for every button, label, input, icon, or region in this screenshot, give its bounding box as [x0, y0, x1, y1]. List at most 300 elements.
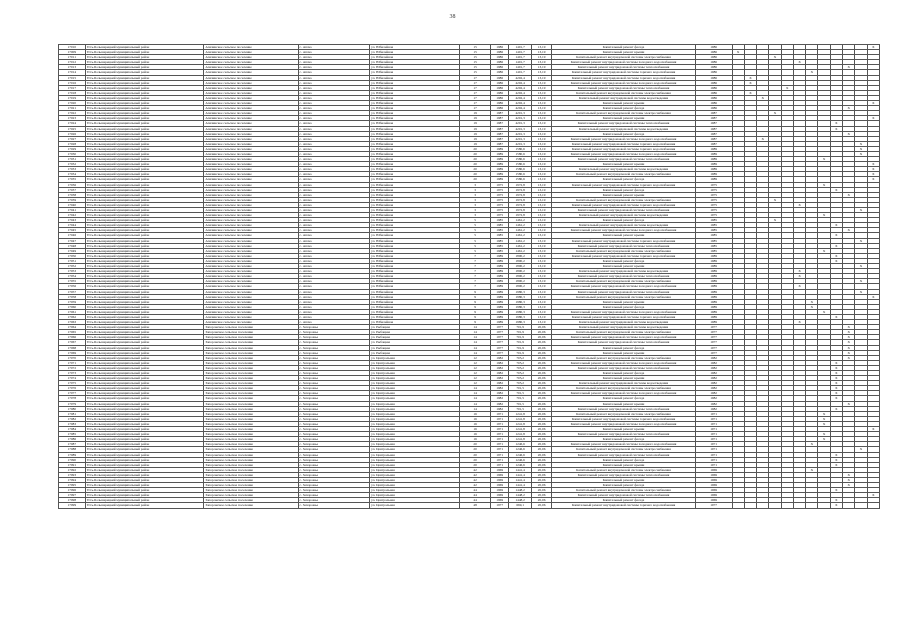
cell-locality: с. Запорожье [298, 498, 370, 503]
cell-area: 4202,4 [509, 95, 532, 100]
cell-tariff: 20,06 [531, 350, 551, 355]
cell-locality: с. Запорожье [298, 421, 370, 426]
cell-row-id: 17060 [59, 304, 86, 309]
cell-street: ул. Центральная [370, 432, 460, 437]
cell-settlement: Апачинское сельское поселение [204, 218, 298, 223]
cell-work-type: Капитальный ремонт крыши [552, 101, 695, 106]
cell-year-mark [757, 503, 769, 508]
cell-row-id: 17065 [59, 330, 86, 335]
cell-house-number: 42 [460, 483, 491, 488]
cell-year-mark [732, 503, 744, 508]
cell-municipal-district: Усть-Большерецкий муниципальный район [85, 467, 204, 472]
cell-row-id: 17096 [59, 488, 86, 493]
cell-street: ул. Центральная [370, 365, 460, 370]
cell-area: 701,9 [509, 340, 532, 345]
cell-street: ул. Центральная [370, 467, 460, 472]
cell-work-type: Капитальный ремонт крыши [552, 264, 695, 269]
cell-work-type: Капитальный ремонт внутридомовой системы теплоснабжения [552, 472, 695, 477]
cell-tariff: 13,19 [531, 284, 551, 289]
cell-area: 1980,3 [509, 314, 532, 319]
cell-build-year: 1989 [490, 299, 508, 304]
cell-build-year: 1982 [490, 371, 508, 376]
cell-municipal-district: Усть-Большерецкий муниципальный район [85, 421, 204, 426]
cell-year-commissioned: 1989 [695, 264, 732, 269]
cell-area: 4201,3 [509, 121, 532, 126]
cell-municipal-district: Усть-Большерецкий муниципальный район [85, 340, 204, 345]
cell-house-number: 9 [460, 304, 491, 309]
cell-row-id: 17034 [59, 172, 86, 177]
cell-year-commissioned: 1986 [695, 70, 732, 75]
cell-street: ул. Юбилейная [370, 177, 460, 182]
cell-locality: с. Запорожье [298, 442, 370, 447]
cell-locality: с. Апача [298, 167, 370, 172]
cell-tariff: 20,06 [531, 503, 551, 508]
cell-house-number: 12 [460, 360, 491, 365]
cell-settlement: Апачинское сельское поселение [204, 304, 298, 309]
cell-area: 1580,6 [509, 172, 532, 177]
cell-work-type: Капитальный ремонт внутридомовой системы электроснабжения [552, 197, 695, 202]
cell-area: 4202,4 [509, 101, 532, 106]
cell-work-type: Капитальный ремонт крыши [552, 427, 695, 432]
cell-locality: с. Апача [298, 320, 370, 325]
cell-year-mark: X [757, 95, 769, 100]
cell-year-commissioned: 1975 [695, 192, 732, 197]
cell-year-mark: X [806, 70, 818, 75]
cell-street: ул. Центральная [370, 411, 460, 416]
cell-build-year: 1987 [490, 136, 508, 141]
cell-row-id: 17079 [59, 401, 86, 406]
cell-municipal-district: Усть-Большерецкий муниципальный район [85, 284, 204, 289]
cell-year-mark: X [830, 396, 842, 401]
cell-work-type: Капитальный ремонт внутридомовой системы холодного водоснабжения [552, 151, 695, 156]
cell-municipal-district: Усть-Большерецкий муниципальный район [85, 396, 204, 401]
cell-year-commissioned: 1971 [695, 457, 732, 462]
cell-build-year: 1989 [490, 320, 508, 325]
cell-municipal-district: Усть-Большерецкий муниципальный район [85, 136, 204, 141]
cell-year-mark: X [830, 452, 842, 457]
cell-house-number: 20 [460, 177, 491, 182]
cell-build-year: 1987 [490, 131, 508, 136]
cell-build-year: 1977 [490, 340, 508, 345]
cell-house-number: 3 [460, 202, 491, 207]
cell-house-number: 9 [460, 294, 491, 299]
cell-municipal-district: Усть-Большерецкий муниципальный район [85, 360, 204, 365]
cell-row-id: 17093 [59, 472, 86, 477]
cell-street: ул. Юбилейная [370, 248, 460, 253]
cell-year-commissioned: 1982 [695, 401, 732, 406]
cell-locality: с. Апача [298, 151, 370, 156]
cell-house-number: 5 [460, 238, 491, 243]
cell-row-id: 17081 [59, 411, 86, 416]
cell-area: 1461,2 [509, 218, 532, 223]
cell-tariff: 13,19 [531, 157, 551, 162]
cell-street: ул. Центральная [370, 371, 460, 376]
cell-tariff: 13,19 [531, 208, 551, 213]
cell-settlement: Запорожское сельское поселение [204, 437, 298, 442]
cell-work-type: Капитальный ремонт крыши [552, 50, 695, 55]
cell-locality: с. Апача [298, 258, 370, 263]
cell-build-year: 1975 [490, 182, 508, 187]
cell-build-year: 1975 [490, 208, 508, 213]
cell-year-mark: X [867, 101, 879, 106]
cell-year-mark: X [830, 258, 842, 263]
cell-tariff: 20,06 [531, 340, 551, 345]
cell-municipal-district: Усть-Большерецкий муниципальный район [85, 50, 204, 55]
cell-locality: с. Запорожье [298, 365, 370, 370]
cell-year-mark: X [843, 472, 855, 477]
cell-municipal-district: Усть-Большерецкий муниципальный район [85, 131, 204, 136]
cell-row-id: 17037 [59, 187, 86, 192]
cell-work-type: Капитальный ремонт крыши [552, 116, 695, 121]
cell-municipal-district: Усть-Большерецкий муниципальный район [85, 427, 204, 432]
cell-street: ул. Центральная [370, 493, 460, 498]
cell-house-number: 15 [460, 55, 491, 60]
cell-settlement: Запорожское сельское поселение [204, 355, 298, 360]
cell-house-number: 3 [460, 192, 491, 197]
cell-build-year: 1977 [490, 503, 508, 508]
cell-row-id: 17044 [59, 223, 86, 228]
cell-year-commissioned: 1977 [695, 325, 732, 330]
cell-area: 1441,4 [509, 477, 532, 482]
cell-year-commissioned: 1971 [695, 416, 732, 421]
cell-house-number: 19 [460, 111, 491, 116]
cell-area: 1241,8 [509, 416, 532, 421]
cell-row-id: 17031 [59, 157, 86, 162]
cell-house-number: 9 [460, 320, 491, 325]
cell-row-id: 17046 [59, 233, 86, 238]
cell-house-number: 19 [460, 126, 491, 131]
cell-area: 1461,2 [509, 238, 532, 243]
cell-work-type: Капитальный ремонт внутридомовой системы теплоснабжения [552, 243, 695, 248]
cell-municipal-district: Усть-Большерецкий муниципальный район [85, 488, 204, 493]
cell-area: 1972,8 [509, 192, 532, 197]
cell-build-year: 1986 [490, 95, 508, 100]
cell-row-id: 17064 [59, 325, 86, 330]
cell-tariff: 13,19 [531, 228, 551, 233]
cell-build-year: 1989 [490, 269, 508, 274]
cell-work-type: Капитальный ремонт фасада [552, 483, 695, 488]
cell-house-number: 20 [460, 162, 491, 167]
cell-settlement: Апачинское сельское поселение [204, 233, 298, 238]
cell-tariff: 20,06 [531, 365, 551, 370]
cell-street: ул. Рыбацкая [370, 350, 460, 355]
cell-municipal-district: Усть-Большерецкий муниципальный район [85, 197, 204, 202]
cell-settlement: Апачинское сельское поселение [204, 60, 298, 65]
cell-work-type: Капитальный ремонт внутридомовой системы холодного водоснабжения [552, 335, 695, 340]
cell-locality: с. Апача [298, 141, 370, 146]
cell-build-year: 1982 [490, 396, 508, 401]
cell-year-mark: X [806, 442, 818, 447]
cell-street: ул. Центральная [370, 416, 460, 421]
cell-settlement: Запорожское сельское поселение [204, 371, 298, 376]
cell-street: ул. Юбилейная [370, 187, 460, 192]
cell-settlement: Апачинское сельское поселение [204, 314, 298, 319]
cell-area: 1980,3 [509, 309, 532, 314]
cell-row-id: 17023 [59, 116, 86, 121]
cell-municipal-district: Усть-Большерецкий муниципальный район [85, 60, 204, 65]
cell-house-number: 3 [460, 197, 491, 202]
cell-municipal-district: Усть-Большерецкий муниципальный район [85, 294, 204, 299]
cell-year-commissioned: 1986 [695, 85, 732, 90]
cell-build-year: 1971 [490, 416, 508, 421]
cell-tariff: 20,06 [531, 447, 551, 452]
cell-house-number: 3 [460, 187, 491, 192]
cell-street: ул. Центральная [370, 462, 460, 467]
cell-locality: с. Запорожье [298, 335, 370, 340]
cell-house-number: 20 [460, 151, 491, 156]
cell-year-commissioned: 1982 [695, 406, 732, 411]
cell-tariff: 20,06 [531, 437, 551, 442]
cell-year-mark [843, 503, 855, 508]
cell-house-number: 17 [460, 80, 491, 85]
cell-locality: с. Апача [298, 80, 370, 85]
cell-area: 1461,2 [509, 243, 532, 248]
cell-work-type: Капитальный ремонт фасада [552, 45, 695, 50]
cell-row-id: 17072 [59, 365, 86, 370]
cell-house-number: 7 [460, 269, 491, 274]
cell-area: 1448,2 [509, 488, 532, 493]
cell-settlement: Апачинское сельское поселение [204, 146, 298, 151]
cell-house-number: 20 [460, 172, 491, 177]
cell-year-mark [867, 503, 879, 508]
cell-year-mark: X [793, 269, 805, 274]
cell-street: ул. Юбилейная [370, 85, 460, 90]
cell-year-commissioned: 1975 [695, 202, 732, 207]
cell-house-number: 20 [460, 462, 491, 467]
cell-house-number: 44 [460, 488, 491, 493]
cell-settlement: Апачинское сельское поселение [204, 65, 298, 70]
cell-tariff: 20,06 [531, 421, 551, 426]
cell-house-number: 3 [460, 182, 491, 187]
cell-municipal-district: Усть-Большерецкий муниципальный район [85, 483, 204, 488]
cell-build-year: 1971 [490, 452, 508, 457]
cell-year-commissioned: 1989 [695, 284, 732, 289]
cell-row-id: 17024 [59, 121, 86, 126]
cell-area: 1246,6 [509, 442, 532, 447]
cell-build-year: 1987 [490, 121, 508, 126]
cell-settlement: Запорожское сельское поселение [204, 432, 298, 437]
cell-area: 1246,6 [509, 452, 532, 457]
cell-locality: с. Апача [298, 192, 370, 197]
cell-area: 705,2 [509, 371, 532, 376]
cell-build-year: 1986 [490, 55, 508, 60]
cell-locality: с. Запорожье [298, 396, 370, 401]
cell-year-mark: X [830, 386, 842, 391]
cell-year-commissioned: 1977 [695, 330, 732, 335]
cell-tariff: 20,06 [531, 371, 551, 376]
cell-street: ул. Центральная [370, 355, 460, 360]
cell-year-mark: X [744, 75, 756, 80]
cell-row-id: 17076 [59, 386, 86, 391]
cell-year-commissioned: 1971 [695, 421, 732, 426]
cell-settlement: Апачинское сельское поселение [204, 157, 298, 162]
cell-row-id: 17048 [59, 243, 86, 248]
cell-year-mark: X [843, 335, 855, 340]
cell-work-type: Капитальный ремонт внутридомовой системы теплоснабжения [552, 208, 695, 213]
cell-house-number: 16 [460, 416, 491, 421]
cell-work-type: Капитальный ремонт внутридомовой системы теплоснабжения [552, 365, 695, 370]
cell-build-year: 1977 [490, 325, 508, 330]
cell-street: ул. Центральная [370, 381, 460, 386]
cell-build-year: 1986 [490, 65, 508, 70]
cell-year-mark [781, 503, 793, 508]
cell-work-type: Капитальный ремонт внутридомовой системы горячего водоснабжения [552, 70, 695, 75]
cell-area: 4202,4 [509, 80, 532, 85]
cell-municipal-district: Усть-Большерецкий муниципальный район [85, 309, 204, 314]
cell-build-year: 1969 [490, 498, 508, 503]
cell-work-type: Капитальный ремонт внутридомовой системы холодного водоснабжения [552, 284, 695, 289]
cell-locality: с. Апача [298, 187, 370, 192]
cell-house-number: 17 [460, 75, 491, 80]
cell-municipal-district: Усть-Большерецкий муниципальный район [85, 146, 204, 151]
cell-area: 1972,8 [509, 202, 532, 207]
cell-house-number: 3 [460, 208, 491, 213]
cell-row-id: 17071 [59, 360, 86, 365]
cell-row-id: 17077 [59, 391, 86, 396]
cell-area: 1401,7 [509, 70, 532, 75]
cell-build-year: 1986 [490, 101, 508, 106]
cell-municipal-district: Усть-Большерецкий муниципальный район [85, 157, 204, 162]
cell-area: 669,1 [509, 503, 532, 508]
cell-area: 1401,7 [509, 65, 532, 70]
cell-locality: с. Апача [298, 121, 370, 126]
cell-work-type: Капитальный ремонт внутридомовой системы горячего водоснабжения [552, 503, 695, 508]
cell-locality: с. Апача [298, 279, 370, 284]
cell-build-year: 1985 [490, 233, 508, 238]
cell-tariff: 20,06 [531, 427, 551, 432]
cell-year-commissioned: 1969 [695, 498, 732, 503]
cell-year-commissioned: 1969 [695, 493, 732, 498]
cell-work-type: Капитальный ремонт внутридомовой системы водоотведения [552, 381, 695, 386]
cell-row-id: 17058 [59, 294, 86, 299]
cell-locality: с. Апача [298, 131, 370, 136]
cell-settlement: Запорожское сельское поселение [204, 340, 298, 345]
cell-area: 701,5 [509, 406, 532, 411]
cell-municipal-district: Усть-Большерецкий муниципальный район [85, 141, 204, 146]
cell-work-type: Капитальный ремонт внутридомовой системы холодного водоснабжения [552, 391, 695, 396]
cell-year-commissioned: 1989 [695, 279, 732, 284]
cell-locality: с. Апача [298, 309, 370, 314]
cell-year-mark: X [769, 218, 781, 223]
cell-build-year: 1977 [490, 330, 508, 335]
cell-house-number: 12 [460, 381, 491, 386]
cell-settlement: Апачинское сельское поселение [204, 151, 298, 156]
cell-settlement: Запорожское сельское поселение [204, 447, 298, 452]
cell-work-type: Капитальный ремонт внутридомовой системы водоотведения [552, 95, 695, 100]
cell-house-number: 20 [460, 146, 491, 151]
cell-build-year: 1975 [490, 192, 508, 197]
cell-municipal-district: Усть-Большерецкий муниципальный район [85, 386, 204, 391]
cell-locality: с. Апача [298, 233, 370, 238]
cell-year-commissioned: 1971 [695, 411, 732, 416]
cell-row-id: 17052 [59, 264, 86, 269]
cell-locality: с. Апача [298, 228, 370, 233]
cell-year-commissioned: 1985 [695, 228, 732, 233]
cell-municipal-district: Усть-Большерецкий муниципальный район [85, 121, 204, 126]
cell-year-commissioned: 1985 [695, 223, 732, 228]
cell-locality: с. Запорожье [298, 462, 370, 467]
cell-house-number: 14 [460, 386, 491, 391]
cell-tariff: 13,19 [531, 182, 551, 187]
cell-year-mark: X [830, 314, 842, 319]
cell-street: ул. Центральная [370, 483, 460, 488]
cell-locality: с. Апача [298, 50, 370, 55]
cell-tariff: 20,06 [531, 467, 551, 472]
cell-municipal-district: Усть-Большерецкий муниципальный район [85, 432, 204, 437]
cell-year-mark [793, 503, 805, 508]
cell-tariff: 20,06 [531, 493, 551, 498]
cell-build-year: 1969 [490, 467, 508, 472]
cell-row-id: 17027 [59, 136, 86, 141]
cell-build-year: 1989 [490, 314, 508, 319]
cell-year-mark: X [818, 309, 830, 314]
cell-area: 1800,2 [509, 264, 532, 269]
cell-year-mark: X [830, 233, 842, 238]
cell-year-commissioned: 1985 [695, 218, 732, 223]
cell-street: ул. Рыбацкая [370, 345, 460, 350]
cell-settlement: Запорожское сельское поселение [204, 452, 298, 457]
cell-tariff: 13,19 [531, 151, 551, 156]
cell-row-id: 17050 [59, 253, 86, 258]
cell-street: ул. Юбилейная [370, 289, 460, 294]
cell-street: ул. Центральная [370, 376, 460, 381]
cell-house-number: 14 [460, 401, 491, 406]
cell-build-year: 1987 [490, 111, 508, 116]
cell-row-id: 17038 [59, 192, 86, 197]
cell-year-commissioned: 1989 [695, 294, 732, 299]
cell-build-year: 1989 [490, 162, 508, 167]
cell-row-id: 17067 [59, 340, 86, 345]
cell-build-year: 1982 [490, 360, 508, 365]
cell-build-year: 1986 [490, 50, 508, 55]
cell-tariff: 13,19 [531, 299, 551, 304]
cell-area: 701,9 [509, 350, 532, 355]
cell-street: ул. Центральная [370, 386, 460, 391]
cell-house-number: 9 [460, 299, 491, 304]
cell-municipal-district: Усть-Большерецкий муниципальный район [85, 289, 204, 294]
cell-tariff: 20,06 [531, 498, 551, 503]
cell-year-commissioned: 1975 [695, 182, 732, 187]
cell-locality: с. Запорожье [298, 350, 370, 355]
cell-row-id: 17094 [59, 477, 86, 482]
cell-street: ул. Юбилейная [370, 75, 460, 80]
cell-build-year: 1989 [490, 177, 508, 182]
cell-tariff: 13,19 [531, 106, 551, 111]
cell-street: ул. Центральная [370, 396, 460, 401]
cell-area: 701,5 [509, 386, 532, 391]
cell-municipal-district: Усть-Большерецкий муниципальный район [85, 325, 204, 330]
cell-year-commissioned: 1971 [695, 452, 732, 457]
cell-locality: с. Апача [298, 197, 370, 202]
cell-year-mark: X [830, 223, 842, 228]
cell-locality: с. Запорожье [298, 477, 370, 482]
cell-tariff: 13,19 [531, 187, 551, 192]
cell-settlement: Апачинское сельское поселение [204, 106, 298, 111]
cell-area: 701,9 [509, 335, 532, 340]
cell-settlement: Апачинское сельское поселение [204, 85, 298, 90]
cell-settlement: Запорожское сельское поселение [204, 396, 298, 401]
cell-year-mark: X [867, 162, 879, 167]
cell-year-mark: X [843, 106, 855, 111]
cell-build-year: 1975 [490, 187, 508, 192]
cell-tariff: 13,19 [531, 167, 551, 172]
cell-municipal-district: Усть-Большерецкий муниципальный район [85, 208, 204, 213]
cell-tariff: 13,19 [531, 50, 551, 55]
cell-street: ул. Юбилейная [370, 314, 460, 319]
cell-house-number: 15 [460, 60, 491, 65]
cell-settlement: Запорожское сельское поселение [204, 427, 298, 432]
cell-tariff: 13,19 [531, 45, 551, 50]
